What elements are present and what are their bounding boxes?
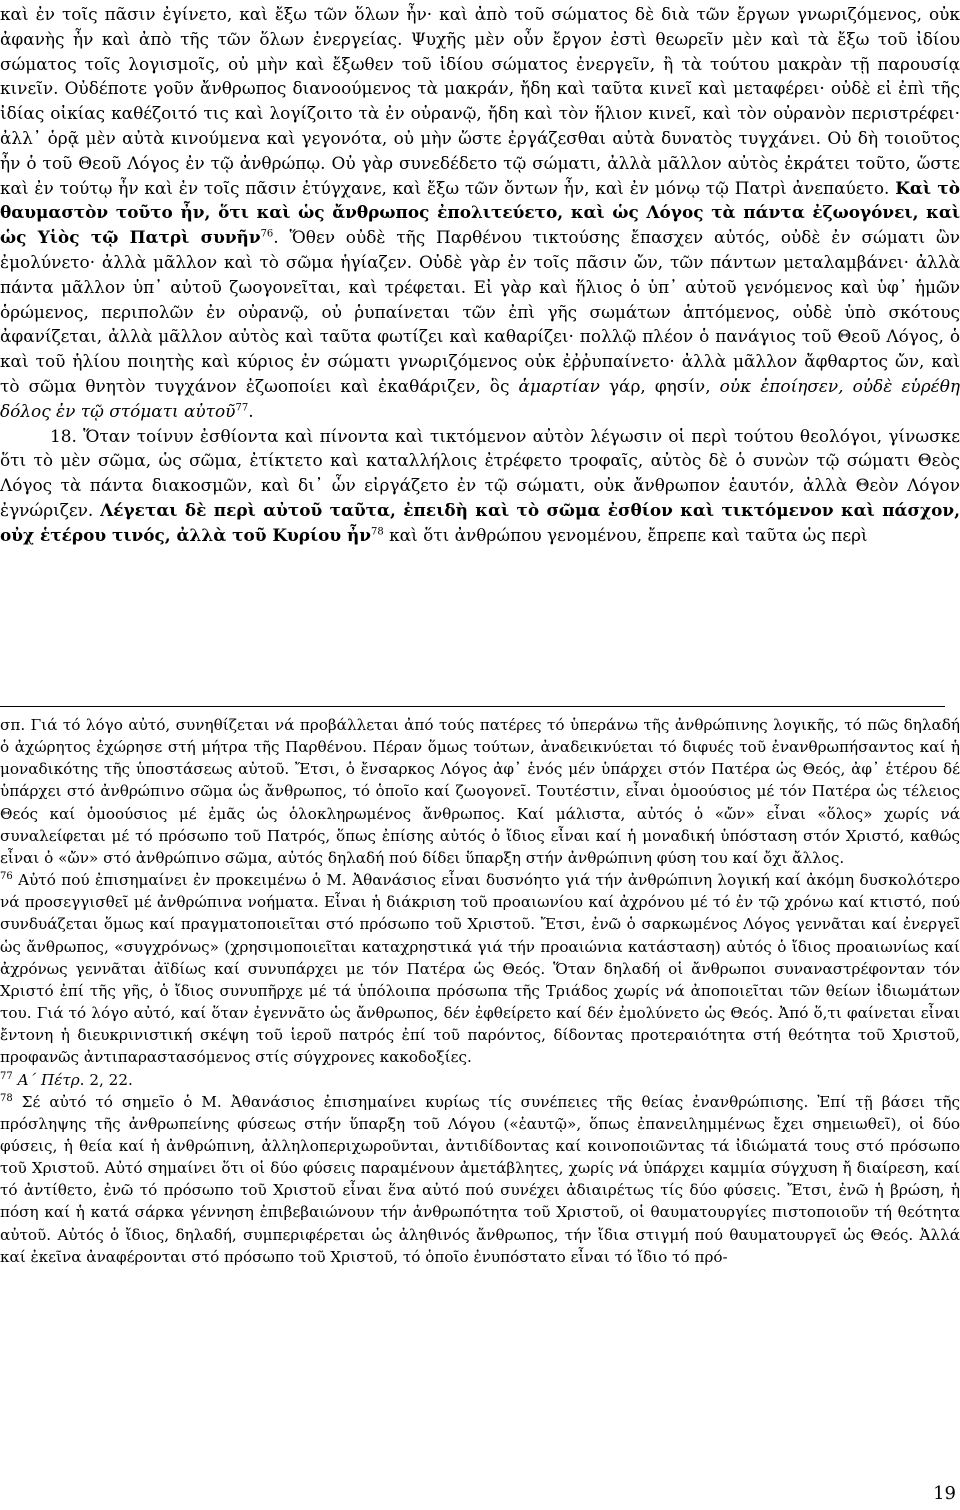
footnote-number: 78 <box>0 1092 13 1104</box>
text-run: . <box>248 400 254 421</box>
footnotes <box>0 714 960 1268</box>
italic-quote: οὐκ ἐποίησεν, οὐδὲ εὑρέθη δόλος ἐν τῷ στόματι αὐτοῦ <box>0 375 960 421</box>
footnote-78 <box>0 1091 960 1268</box>
footnote-continued: σπ. Γιά τό λόγο αὐτό, συνηθίζεται νά προβάλλεται ἀπό τούς πατέρες τό ὑπεράνω τῆς ἀνθρώπινης λογικῆς, τό πῶς δηλαδή ὁ ἀχώρητος ἐχώρησε στή μήτρα τῆς Παρθένου. Πέραν ὅμως τούτων, ἀναδεικνύεται τό διφυές τοῦ ἐνανθρωπήσαντος καί ἡ μοναδικότης τῆς ὑποστάσεως αὐτοῦ. Ἔτσι, ὁ ἔνσαρκος Λόγος ἀφ᾽ ἑνός μέν ὑπάρχει στόν Πατέρα ὡς Θεός, ἀφ᾽ ἑτέρου δέ ὑπάρχει στό ἀνθρώπινο σῶμα ὡς ἄνθρωπος, τό ὁποῖο καί ζωογονεῖ. Τουτέστιν, εἶναι ὁμοούσιος μέ τόν Πατέρα ὡς τέλειος Θεός καί ὁμοούσιος μέ ἐμᾶς ὡς ὁλοκληρωμένος ἄνθρωπος. Καί μάλιστα, αὐτός ὁ «ὤν» εἶναι «ὅλος» χωρίς νά συναλείφεται μέ τό πρόσωπο τοῦ Πατρός, ὅπως ἐπίσης αὐτός ὁ ἴδιος εἶναι καί ἡ μοναδική ὑπόσταση στόν Χριστό, καθώς εἶναι ὁ «ὤν» στό ἀνθρώπινο σῶμα, αὐτός δηλαδή πού δίδει ὕπαρξη στήν ἀνθρώπινη φύση του καί ὄχι ἄλλος. <box>0 716 960 867</box>
main-paragraph <box>0 424 960 548</box>
footnote-77 <box>0 1069 960 1091</box>
text-run: καὶ ἐν τοῖς πᾶσιν ἐγίνετο, καὶ ἔξω τῶν ὅλων ἦν· καὶ ἀπὸ τοῦ σώματος δὲ διὰ τῶν ἔργων γνωριζόμενος, οὐκ ἀφανὴς ἦν καὶ ἀπὸ τῆς τῶν ὅλων ἐνεργείας. Ψυχῆς μὲν οὖν ἔργον ἐστὶ θεωρεῖν μὲν καὶ τὰ ἔξω τοῦ ἰδίου σώματος τοῖς λογισμοῖς, οὐ μὴν καὶ ἔξωθεν τοῦ ἰδίου σώματος ἐνεργεῖν, ἢ τὰ τούτου μακρὰν τῇ παρουσίᾳ κινεῖν. Οὐδέποτε γοῦν ἄνθρωπος διανοούμενος τὰ μακράν, ἤδη καὶ ταῦτα κινεῖ καὶ μεταφέρει· οὐδὲ εἰ ἐπὶ τῆς ἰδίας οἰκίας καθέζοιτό τις καὶ λογίζοιτο τὰ ἐν οὐρανῷ, ἤδη καὶ τὸν ἥλιον κινεῖ, καὶ τὸν οὐρανὸν περιστρέφει· ἀλλ᾽ ὁρᾷ μὲν αὐτὰ κινούμενα καὶ γεγονότα, οὐ μὴν ὥστε ἐργάζεσθαι αὐτὰ δυνατὸς τυγχάνει. Οὐ δὴ τοιοῦτος ἦν ὁ τοῦ Θεοῦ Λόγος ἐν τῷ ἀνθρώπῳ. Οὐ γὰρ συνεδέδετο τῷ σώματι, ἀλλὰ μᾶλλον αὐτὸς ἐκράτει τοῦτο, ὥστε καὶ ἐν τούτῳ ἦν καὶ ἐν τοῖς πᾶσιν ἐτύγχανε, καὶ ἔξω τῶν ὄντων ἦν, καὶ ἐν μόνῳ τῷ Πατρὶ ἀνεπαύετο. <box>0 4 960 198</box>
page-number: 19 <box>933 1483 956 1504</box>
footnote-ref-78[interactable]: 78 <box>371 526 384 538</box>
footnote-text: 2, 22. <box>84 1070 133 1089</box>
footnote-ref-76[interactable]: 76 <box>260 228 274 240</box>
main-paragraph <box>0 2 960 424</box>
footnote-text: Σέ αὐτό τό σημεῖο ὁ Μ. Ἀθανάσιος ἐπισημαίνει κυρίως τίς συνέπειες τῆς θείας ἐνανθρώπισης. Ἐπί τῇ βάσει τῆς πρόσληψης τῆς ἀνθρωπείνης φύσεως στήν ὕπαρξη τοῦ Λόγου («ἑαυτῷ», ὅπως ἐπανειλημμένως ἔχει σημειωθεῖ), οἱ δύο φύσεις, ἡ θεία καί ἡ ἀνθρώπινη, ἀλληλοπεριχωροῦνται, ἀντιδίδοντας καί κοινοποιῶντας τά ἰδιώματά τους στό πρόσωπο τοῦ Χριστοῦ. Αὐτό σημαίνει ὅτι οἱ δύο φύσεις παραμένουν ἀμετάβλητες, χωρίς νά ὑπάρχει καμμία σύγχυση ἤ διαίρεση, καί τό ἀντίθετο, ἐνῶ τό πρόσωπο τοῦ Χριστοῦ εἶναι ἕνα αὐτό πού συνέχει ἀδιαιρέτως τίς δύο φύσεις. Ἔτσι, ἐνῶ ἡ βρώση, ἡ πόση καί ἡ κατά σάρκα γέννηση ἐπιβεβαιώνουν τήν ἀνθρωπότητα τοῦ Χριστοῦ, οἱ θαυματουργίες πιστοποιοῦν τή θεότητα αὐτοῦ. Αὐτός ὁ ἴδιος, δηλαδή, συμπεριφέρεται ὡς ἀληθινός ἄνθρωπος, τήν ἴδια στιγμή πού θαυματουργεῖ ὡς Θεός. Ἀλλά καί ἐκεῖνα ἀναφέρονται στό πρόσωπο τοῦ Χριστοῦ, τό ὁποῖο ἐνυπόστατο εἶναι τό ἴδιο τό πρό- <box>0 1092 960 1266</box>
footnote-number: 76 <box>0 871 13 883</box>
footnote-text: Αὐτό πού ἐπισημαίνει ἐν προκειμένω ὁ Μ. Ἀθανάσιος εἶναι δυσνόητο γιά τήν ἀνθρώπινη λογική καί ἀκόμη δυσκολότερο νά προσεγγισθεῖ μέ ἀνθρώπινα νοήματα. Εἶναι ἡ διάκριση τοῦ προαιωνίου καί ἀχρόνου μέ τό ἐν τῷ χρόνω καί κτιστό, πού συνδυάζεται ὅμως καί πραγματοποιεῖται στό πρόσωπο τοῦ Χριστοῦ. Ἔτσι, ἐνῶ ὁ σαρκωμένος Λόγος γεννᾶται καί ἐνεργεῖ ὡς ἄνθρωπος, «συγχρόνως» (χρησιμοποιεῖται καταχρηστικά γιά τήν προαιώνια κατάσταση) αὐτός ὁ ἴδιος προαιωνίως καί ἀχρόνως γεννᾶται ἀϊδίως καί συνυπάρχει με τόν Πατέρα ὡς Θεός. Ὅταν δηλαδή οἱ ἄνθρωποι συναναστρέφονταν τόν Χριστό ἐπί τῆς γῆς, ὁ ἴδιος συνυπῆρχε μέ τά ὑπόλοιπα πρόσωπα τῆς Τριάδος χωρίς νά ἀποποιεῖται τῶν θείων ἰδιωμάτων του. Γιά τό λόγο αὐτό, καί ὅταν ἐγεννᾶτο ὡς ἄνθρωπος, δέν ἐφθείρετο καί δέν ἐμολύνετο ὡς Θεός. Ἀπό ὅ,τι φαίνεται εἶναι ἔντονη ἡ διευκρινιστική σκέψη τοῦ ἱεροῦ πατρός ἐπί τοῦ παρόντος, δίδοντας προτεραιότητα στή θεότητα τοῦ Χριστοῦ, προφανῶς ἀντιπαραστασόμενος στίς σύγχρονες κακοδοξίες. <box>0 871 960 1067</box>
main-text <box>0 2 960 548</box>
footnote-76 <box>0 869 960 1068</box>
text-run: . Ὅθεν οὐδὲ τῆς Παρθένου τικτούσης ἔπασχεν αὐτός, οὐδὲ ἐν σώματι ὢν ἐμολύνετο· ἀλλὰ μᾶλλον καὶ τὸ σῶμα ἡγίαζεν. Οὐδὲ γὰρ ἐν τοῖς πᾶσιν ὤν, τῶν πάντων μεταλαμβάνει· ἀλλὰ πάντα μᾶλλον ὑπ᾽ αὐτοῦ ζωογονεῖται, καὶ τρέφεται. Εἰ γὰρ καὶ ἥλιος ὁ ὑπ᾽ αὐτοῦ γενόμενος καὶ ὑφ᾽ ἡμῶν ὁρώμενος, περιπολῶν ἐν οὐρανῷ, οὐ ῥυπαίνεται τῶν ἐπὶ γῆς σωμάτων ἁπτόμενος, οὐδὲ ὑπὸ σκότους ἀφανίζεται, ἀλλὰ μᾶλλον αὐτὸς καὶ ταῦτα φωτίζει καὶ καθαρίζει· πολλῷ πλέον ὁ πανάγιος τοῦ Θεοῦ Λόγος, ὁ καὶ τοῦ ἡλίου ποιητὴς καὶ κύριος ἐν σώματι γνωριζόμενος οὐκ ἐῤῥυπαίνετο· ἀλλὰ μᾶλλον ἄφθαρτος ὤν, καὶ τὸ σῶμα θνητὸν τυγχάνον ἐζωοποίει καὶ ἐκαθάριζεν, ὃς <box>0 227 960 396</box>
bold-passage: Καὶ τὸ θαυμαστὸν τοῦτο ἦν, ὅτι καὶ ὡς ἄνθρωπος ἐπολιτεύετο, καὶ ὡς Λόγος τὰ πάντα ἐζωογόνει, καὶ ὡς Υἱὸς τῷ Πατρὶ συνῆν <box>0 177 960 248</box>
footnote-separator <box>0 706 945 707</box>
italic-word: ἁμαρτίαν <box>518 375 600 396</box>
bible-reference: Α´ Πέτρ. <box>17 1070 85 1089</box>
text-run: καὶ ὅτι ἀνθρώπου γενομένου, ἔπρεπε καὶ ταῦτα ὡς περὶ <box>383 524 868 545</box>
bold-passage: Λέγεται δὲ περὶ αὐτοῦ ταῦτα, ἐπειδὴ καὶ τὸ σῶμα ἐσθίον καὶ τικτόμενον καὶ πάσχον, οὐχ ἑτέρου τινός, ἀλλὰ τοῦ Κυρίου ἦν <box>0 499 960 545</box>
footnote-number: 77 <box>0 1070 13 1082</box>
footnote-ref-77[interactable]: 77 <box>235 402 249 414</box>
text-run: 18. Ὅταν τοίνυν ἐσθίοντα καὶ πίνοντα καὶ τικτόμενον αὐτὸν λέγωσιν οἱ περὶ τούτου θεολόγοι, γίνωσκε ὅτι τὸ μὲν σῶμα, ὡς σῶμα, ἐτίκτετο καὶ καταλλήλοις ἐτρέφετο τροφαῖς, αὐτὸς δὲ ὁ συνὼν τῷ σώματι Θεὸς Λόγος τὰ πάντα διακοσμῶν, καὶ δι᾽ ὧν εἰργάζετο ἐν τῷ σώματι, οὐκ ἄνθρωπον ἑαυτόν, ἀλλὰ Θεὸν Λόγον ἐγνώριζεν. <box>0 425 960 520</box>
text-run: γάρ, φησίν, <box>599 375 720 396</box>
